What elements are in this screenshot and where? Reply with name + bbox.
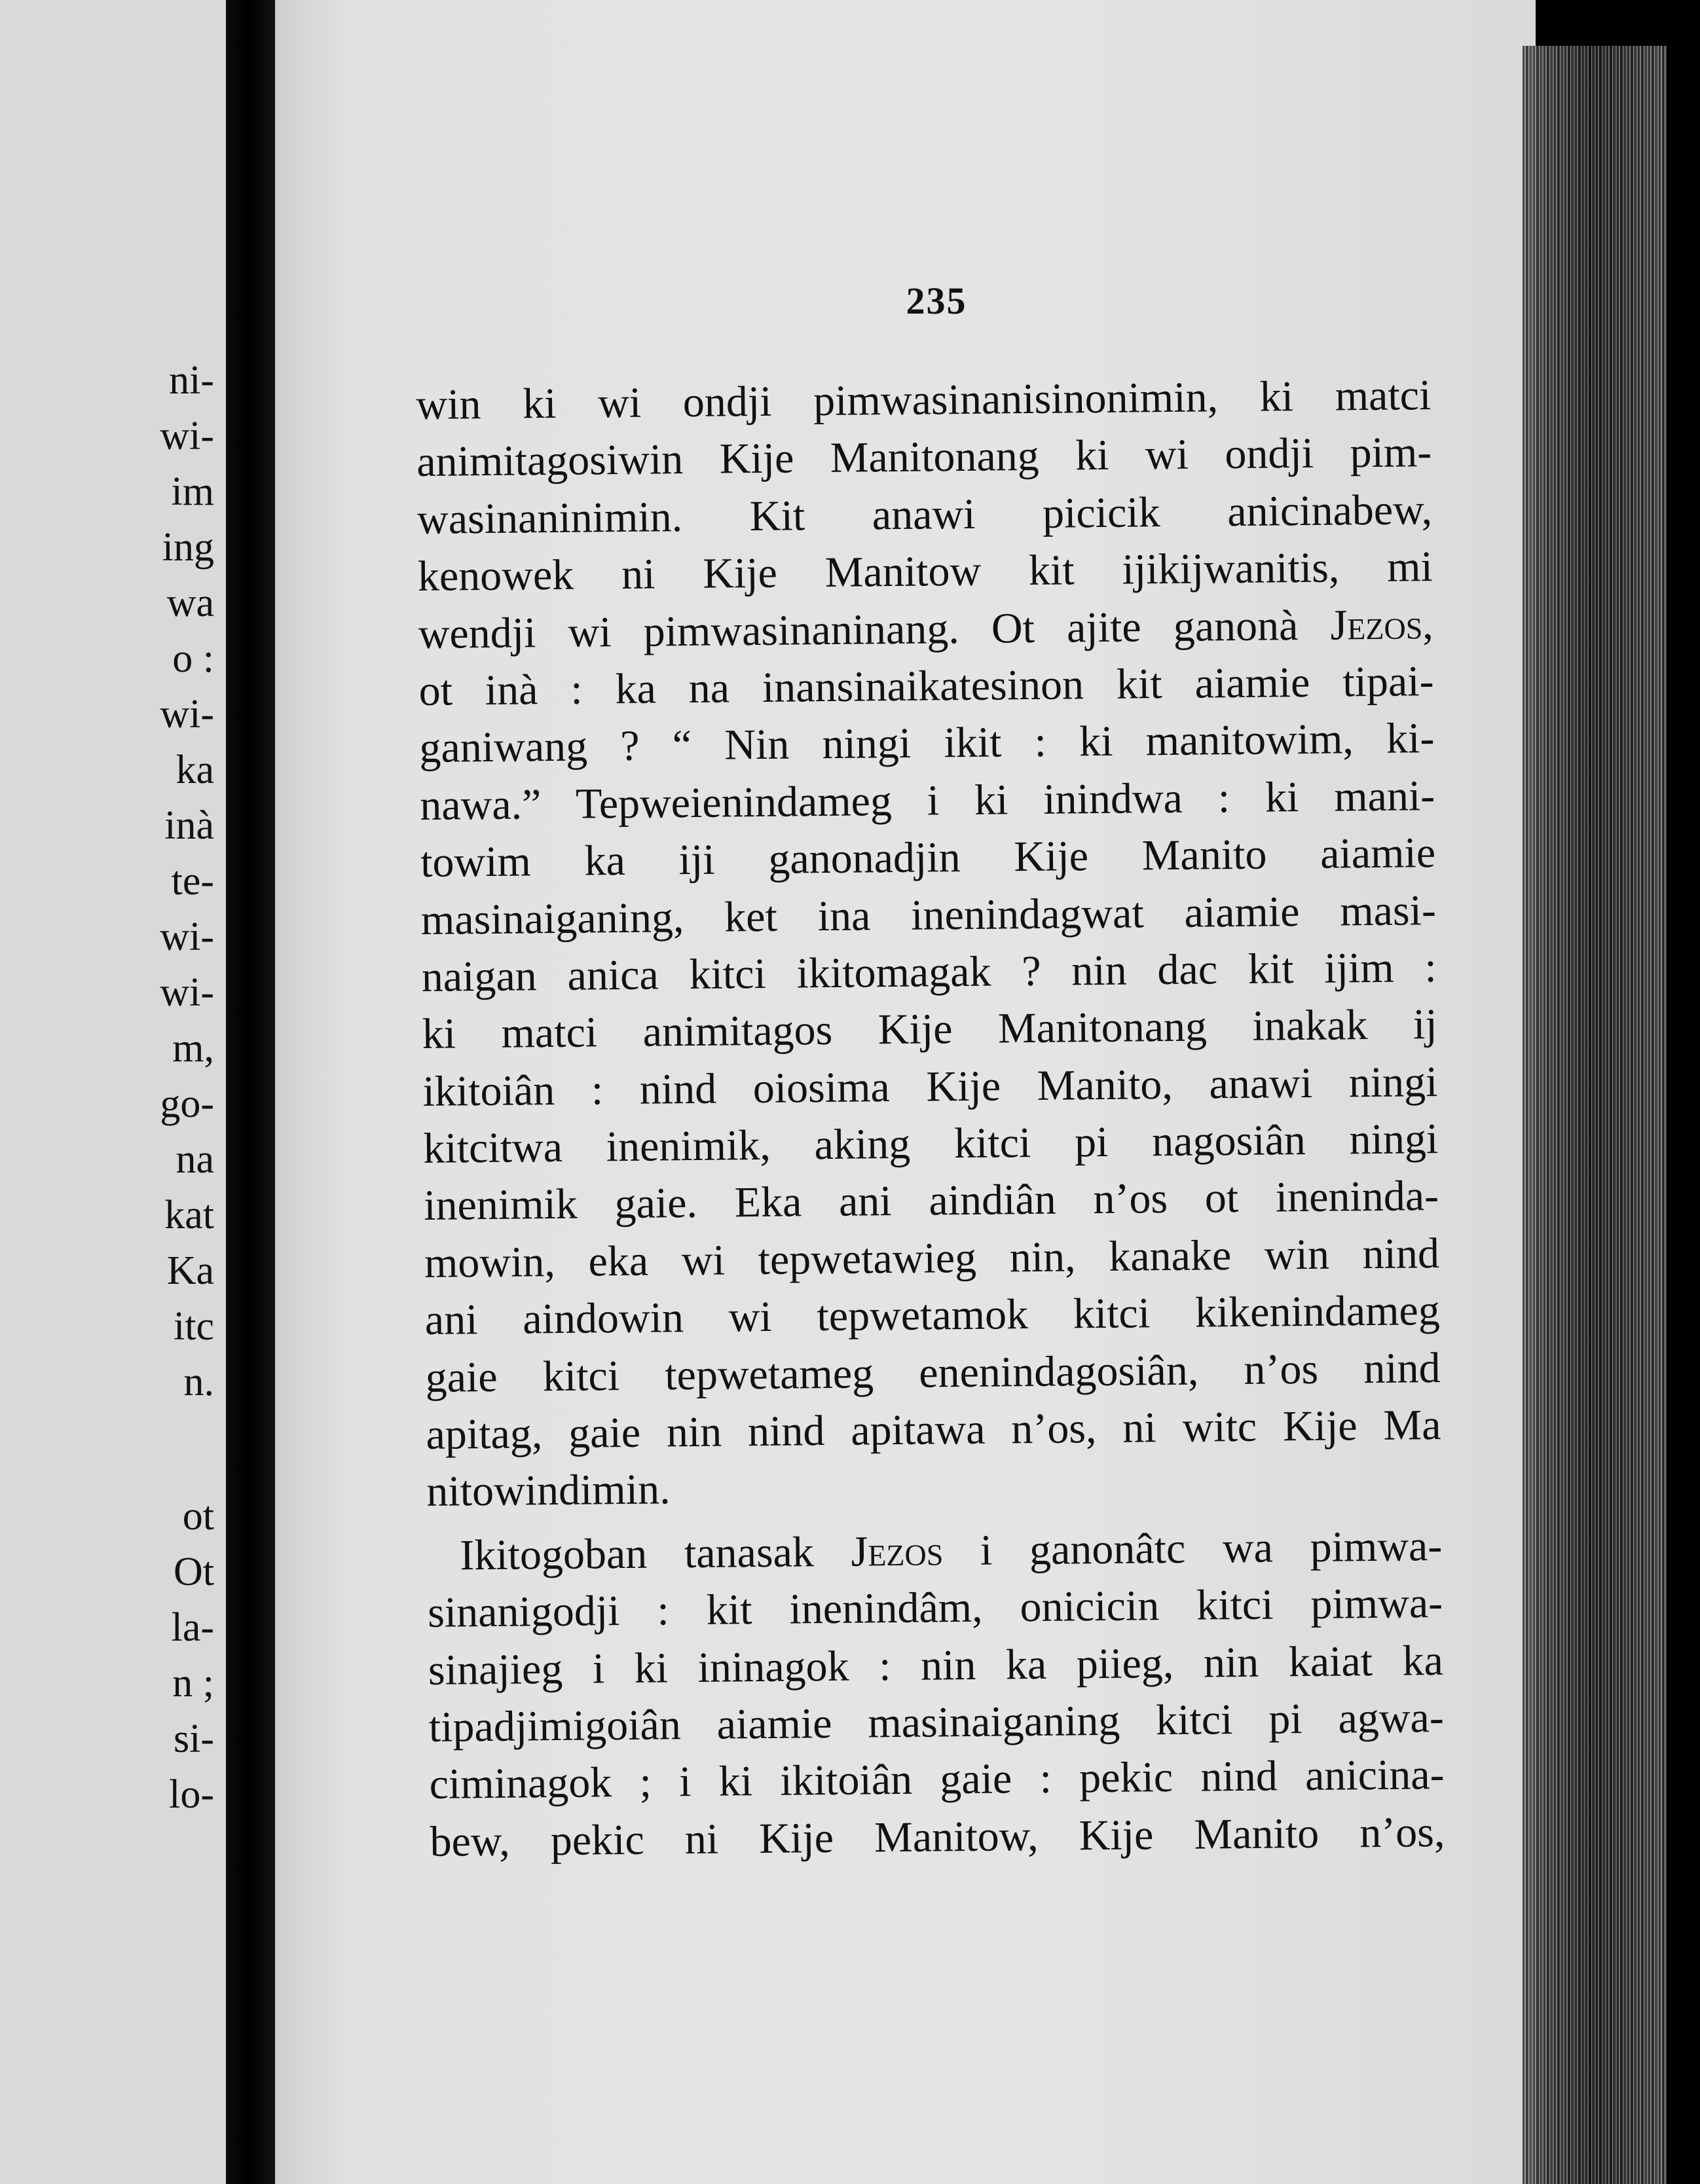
text-line: bew, pekic ni Kije Manitow, Kije Manito n’os, xyxy=(430,1808,1445,1866)
left-page-line-fragment: la- xyxy=(171,1605,214,1650)
body-text xyxy=(416,367,1445,1870)
text-line: mowin, eka wi tepwetawieg nin, kanake win nind xyxy=(424,1229,1440,1287)
scan-border xyxy=(1667,0,1700,2184)
text-line: win ki wi ondji pimwasinanisinonimin, ki matci xyxy=(416,371,1432,429)
text-line: ot inà : ka na inansinaikatesinon kit aiamie tipai- xyxy=(418,657,1434,715)
left-page-line-fragment: si- xyxy=(174,1717,214,1761)
page-edges-shade xyxy=(1523,46,1667,2184)
left-page-line-fragment: n ; xyxy=(172,1661,214,1705)
left-page-line-fragment: ing xyxy=(162,525,214,570)
left-page-line-fragment: wi- xyxy=(160,692,214,737)
text-line: animitagosiwin Kije Manitonang ki wi ondji pim- xyxy=(416,428,1432,486)
left-page-line-fragment: te- xyxy=(171,859,214,903)
text-line: ganiwang ? “ Nin ningi ikit : ki manitowim, ki- xyxy=(419,714,1435,773)
page-number: 235 xyxy=(906,280,967,322)
text-line: ciminagok ; i ki ikitoiân gaie : pekic nind anicina- xyxy=(429,1751,1445,1809)
left-page-line-fragment: n. xyxy=(183,1360,214,1404)
previous-page-fragment xyxy=(0,0,226,2184)
text-line: towim ka iji ganonadjin Kije Manito aiamie xyxy=(420,829,1436,887)
text-line: gaie kitci tepwetameg enenindagosiân, n’os nind xyxy=(425,1343,1441,1402)
left-page-line-fragment: wi- xyxy=(160,414,214,458)
text-line: kitcitwa inenimik, aking kitci pi nagosiân ningi xyxy=(422,1115,1439,1173)
left-page-line-fragment: wa xyxy=(166,581,214,625)
left-page-line-fragment: ka xyxy=(176,748,214,792)
book-gutter xyxy=(226,0,282,2184)
text-line: nawa.” Tepweienindameg i ki inindwa : ki mani- xyxy=(419,771,1435,829)
left-page-line-fragment: im xyxy=(171,469,214,514)
text-line: wendji wi pimwasinaninang. Ot ajite ganonà Jezos, xyxy=(418,600,1434,658)
text-line: ikitoiân : nind oiosima Kije Manito, anawi ningi xyxy=(422,1057,1438,1116)
text-line: nitowindimin. xyxy=(426,1465,671,1516)
left-page-line-fragment: Ot xyxy=(174,1550,214,1594)
text-line: masinaiganing, ket ina inenindagwat aiamie masi- xyxy=(420,886,1437,944)
left-page-line-fragment: go- xyxy=(160,1082,214,1126)
text-line: Ikitogoban tanasak Jezos i ganonâtc wa pimwa- xyxy=(459,1521,1443,1580)
text-line: sinanigodji : kit inenindâm, onicicin kitci pimwa- xyxy=(427,1579,1443,1637)
left-page-line-fragment: Ka xyxy=(166,1248,214,1293)
left-page-line-fragment: na xyxy=(176,1137,214,1182)
left-page-line-fragment: wi- xyxy=(160,915,214,959)
text-line: ki matci animitagos Kije Manitonang inakak ij xyxy=(422,1000,1437,1059)
text-line: naigan anica kitci ikitomagak ? nin dac kit ijim : xyxy=(421,943,1437,1001)
left-page-line-fragment: o : xyxy=(172,636,214,681)
left-page-line-fragment: wi- xyxy=(160,970,214,1015)
left-page-line-fragment: itc xyxy=(174,1304,214,1349)
text-line: inenimik gaie. Eka ani aindiân n’os ot ineninda- xyxy=(423,1172,1439,1230)
text-line: apitag, gaie nin nind apitawa n’os, ni witc Kije Ma xyxy=(426,1401,1441,1459)
left-page-line-fragment: lo- xyxy=(169,1772,214,1817)
text-line: tipadjimigoiân aiamie masinaiganing kitci pi agwa- xyxy=(428,1694,1445,1751)
text-line: kenowek ni Kije Manitow kit ijikijwanitis, mi xyxy=(417,543,1433,601)
left-page-line-fragment: kat xyxy=(164,1193,214,1237)
left-page-line-fragment: ot xyxy=(182,1494,214,1538)
text-line: ani aindowin wi tepwetamok kitci kikenindameg xyxy=(424,1286,1441,1345)
left-page-line-fragment: inà xyxy=(164,803,214,848)
left-page-line-fragment: m, xyxy=(172,1026,214,1070)
left-page-line-fragment: ni- xyxy=(169,358,214,403)
text-line: sinajieg i ki ininagok : nin ka piieg, nin kaiat ka xyxy=(428,1636,1444,1694)
text-line: wasinaninimin. Kit anawi picicik anicinabew, xyxy=(416,485,1433,543)
